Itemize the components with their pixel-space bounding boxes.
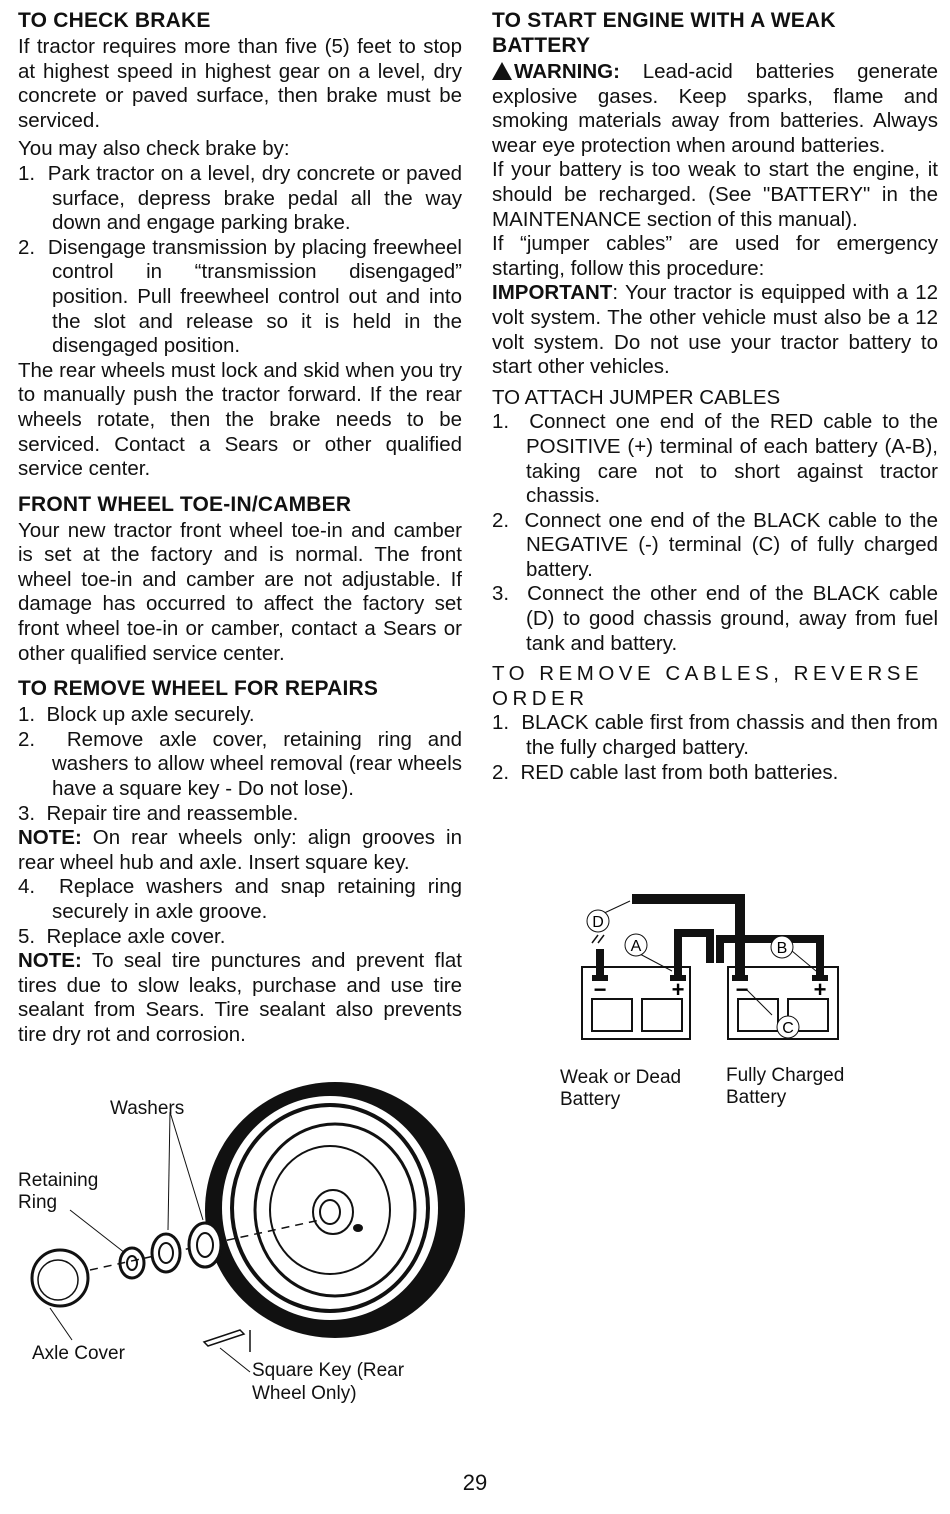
list-item: 3. Connect the other end of the BLACK cable (D) to good chassis ground, away from fuel tank and battery. [492,582,938,655]
warning-label: WARNING: [514,60,620,83]
label-axle-cover: Axle Cover [32,1343,125,1364]
important-label: IMPORTANT [492,281,613,305]
label-a: A [630,938,642,955]
list-item: 2. Disengage transmission by placing freewheel control in “transmission disengaged” position. Pull freewheel control out and into the slot and release so it is held in the disengaged position. [18,235,462,358]
list [492,711,938,785]
label-b: B [776,940,788,957]
section-remove-wheel [18,676,462,1047]
list-item: 2. Remove axle cover, retaining ring and washers to allow wheel removal (rear wheels have a square key - Do not lose). [18,727,462,801]
section-remove-cables [492,662,938,785]
heading-toe-in: FRONT WHEEL TOE-IN/CAMBER [18,492,352,516]
list-item: 1. Block up axle securely. [18,703,255,727]
warning-text: Lead-acid batteries generate explosive gases. Keep sparks, flame and smoking materials away from batteries. Always wear eye protection when around batteries. [492,60,938,157]
paragraph: You may also check brake by: [18,137,290,161]
paragraph: If your battery is too weak to start the engine, it should be recharged. (See "BATTERY" in the MAINTENANCE section of this manual). [492,158,938,231]
list-item: 2. Connect one end of the BLACK cable to the NEGATIVE (-) terminal (C) of fully charged battery. [492,508,938,581]
minus-sign: − [593,977,607,1002]
list [18,703,462,826]
minus-sign: − [735,977,749,1002]
label-washers: Washers [110,1098,185,1119]
paragraph: Your new tractor front wheel toe-in and camber is set at the factory and is normal. The front wheel toe-in and camber are not adjustable. If damage has occurred to affect the factory set front wheel toe-in or camber, contact a Sears or other qualified service center. [18,518,462,665]
label-weak-battery: Weak or Dead [560,1067,682,1088]
heading-remove-wheel: TO REMOVE WHEEL FOR REPAIRS [18,677,379,701]
note [18,949,462,1047]
label-weak-battery: Battery [560,1089,621,1110]
heading-attach-cables: TO ATTACH JUMPER CABLES [492,385,781,409]
paragraph: If tractor requires more than five (5) feet to stop at highest speed in highest gear on a level, dry concrete or paved surface, then brake must be serviced. [18,35,462,132]
note-text: On rear wheels only: align grooves in rear wheel hub and axle. Insert square key. [18,826,462,874]
list [492,410,938,656]
list-item: 4. Replace washers and snap retaining ring securely in axle groove. [18,875,462,923]
label-retaining-ring: Retaining [18,1170,99,1191]
right-column [492,8,938,785]
section-weak-battery [492,8,938,380]
page-number: 29 [462,1470,488,1495]
list [18,875,462,949]
list-item: 2. RED cable last from both batteries. [492,760,839,784]
heading-weak-battery: TO START ENGINE WITH A WEAK BATTERY [492,9,836,57]
battery-diagram [560,885,880,1055]
list-item: 1. Connect one end of the RED cable to the POSITIVE (+) terminal of each battery (A-B), taking care not to short against tractor chassis. [492,410,938,508]
label-retaining-ring: Ring [18,1192,58,1213]
note-label: NOTE: [18,826,82,850]
left-column [18,8,462,1048]
important-text: : Your tractor is equipped with a 12 volt system. The other vehicle must also be a 12 volt system. Do not use your tractor battery to start other vehicles. [492,281,938,379]
heading-check-brake: TO CHECK BRAKE [18,9,211,32]
heading-remove-cables: TO REMOVE CABLES, REVERSE ORDER [492,662,924,710]
label-full-battery: Battery [726,1087,787,1108]
part-number: 00863 [377,1325,404,1345]
paragraph: If “jumper cables” are used for emergency starting, follow this procedure: [492,232,938,280]
note-text: To seal tire punctures and prevent flat tires due to slow leaks, purchase and use tire sealant from Sears. Tire sealant also prevents tire dry rot and corrosion. [18,949,462,1046]
list-item: 1. Park tractor on a level, dry concrete or paved surface, depress brake pedal all the way down and engage parking brake. [18,161,462,235]
plus-sign: + [671,977,685,1002]
warning-icon [492,62,512,80]
list-item: 1. BLACK cable first from chassis and then from the fully charged battery. [492,711,938,760]
plus-sign: + [813,977,827,1002]
wheel-figure [0,1080,470,1420]
list-item: 5. Replace axle cover. [18,924,226,948]
section-attach-cables [492,386,938,657]
label-c: C [782,1020,794,1037]
label-square-key: Wheel Only) [252,1383,357,1404]
list-item: 3. Repair tire and reassemble. [18,801,299,825]
battery-figure [560,885,880,1125]
important [492,281,938,379]
label-square-key: Square Key (Rear [252,1360,405,1381]
section-check-brake [18,8,462,482]
section-toe-in [18,492,462,667]
note-label: NOTE: [18,949,82,973]
label-full-battery: Fully Charged [726,1065,845,1086]
label-d: D [592,914,604,931]
paragraph: The rear wheels must lock and skid when you try to manually push the tractor forward. If the rear wheels rotate, then the brake needs to be serviced. Contact a Sears or other qualified service center. [18,358,462,481]
warning [492,60,938,158]
note [18,826,462,875]
list [18,162,462,359]
